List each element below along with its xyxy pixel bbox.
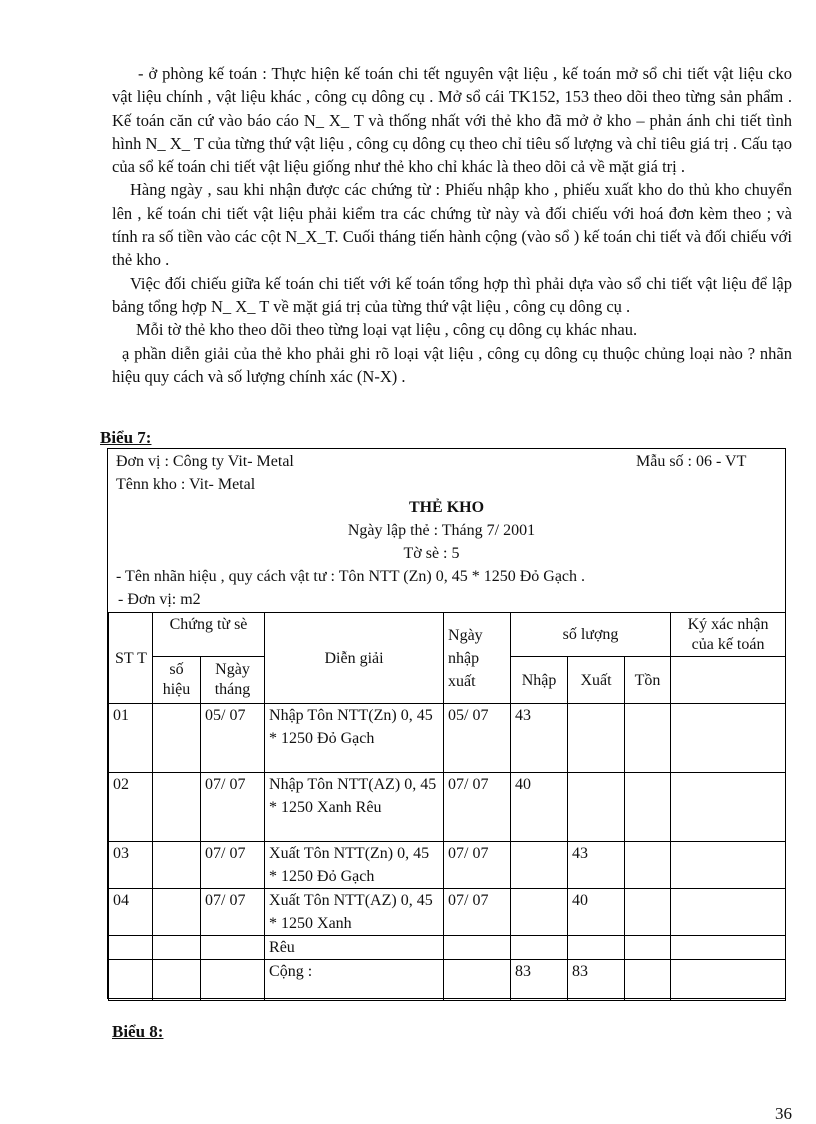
cell-stt: 03 [109,842,153,889]
form-number: Mẫu số : 06 - VT [636,453,747,470]
header-stock: Tồn [625,657,671,704]
header-in: Nhập [511,657,568,704]
header-voucher: Chứng từ sè [153,613,265,657]
header-confirm: Ký xác nhận của kế toán [671,613,786,657]
cell-confirm [671,704,786,773]
page-number: 36 [775,1104,792,1123]
cell-out: 40 [568,889,625,936]
cell-io-date: 07/ 07 [444,842,511,889]
cell-voucher-no [153,842,201,889]
cell-description: Rêu [265,936,444,960]
cell-stock [625,704,671,773]
stock-card-form [107,448,786,999]
cell-description: Xuất Tôn NTT(AZ) 0, 45 * 1250 Xanh [265,889,444,936]
cell-stt: 04 [109,889,153,936]
cell-description: Xuất Tôn NTT(Zn) 0, 45 * 1250 Đỏ Gạch [265,842,444,889]
table-row [109,936,786,960]
cell-voucher-date: 07/ 07 [201,773,265,842]
paragraph-2: Hàng ngày , sau khi nhận được các chứng từ : Phiếu nhập kho , phiếu xuất kho do thủ kho chuyển lên , kế toán chi tiết vật liệu phải kiểm tra các chứng từ này và đối chiếu với hoá đơn kèm theo ; và tính ra số tiền vào các cột N_X_T. Cuối tháng tiến hành cộng (vào sổ ) kế toán chi tiết và đối chiếu với thẻ kho . [112,180,792,270]
header-stt: ST T [109,613,153,704]
cell-io-date: 05/ 07 [444,704,511,773]
table-row [109,773,786,842]
form-title: THẺ KHO [408,499,485,516]
cell-description: Nhập Tôn NTT(Zn) 0, 45 * 1250 Đỏ Gạch [265,704,444,773]
cell-confirm [671,889,786,936]
cell-total-label: Cộng : [265,960,444,1001]
cell-voucher-date: 07/ 07 [201,889,265,936]
form-date: Ngày lập thẻ : Tháng 7/ 2001 [347,522,536,539]
cell-in: 40 [511,773,568,842]
cell-in [511,936,568,960]
form-material: - Tên nhãn hiệu , quy cách vật tư : Tôn NTT (Zn) 0, 45 * 1250 Đỏ Gạch . [116,568,586,585]
cell-voucher-date [201,960,265,1001]
cell-total-in: 83 [511,960,568,1001]
cell-out [568,704,625,773]
cell-out [568,936,625,960]
cell-in [511,889,568,936]
cell-in [511,842,568,889]
cell-stock [625,842,671,889]
stock-ledger-table [108,612,786,1001]
cell-confirm [671,936,786,960]
form-uom: - Đơn vị: m2 [118,591,201,608]
cell-io-date: 07/ 07 [444,773,511,842]
cell-voucher-no [153,960,201,1001]
cell-stt [109,936,153,960]
form-sheet-number: Tờ sè : 5 [403,545,460,562]
cell-out: 43 [568,842,625,889]
table-total-row [109,960,786,1001]
cell-io-date [444,936,511,960]
cell-voucher-date: 05/ 07 [201,704,265,773]
header-io-date: Ngày nhập xuất [444,613,511,704]
table-row [109,842,786,889]
cell-confirm [671,773,786,842]
cell-stock [625,889,671,936]
header-confirm-blank [671,657,786,704]
cell-stock [625,960,671,1001]
form-unit: Đơn vị : Công ty Vit- Metal [116,453,294,470]
cell-stt: 01 [109,704,153,773]
cell-confirm [671,960,786,1001]
header-voucher-no: số hiệu [153,657,201,704]
paragraph-4: Mỗi tờ thẻ kho theo dõi theo từng loại vạt liệu , công cụ dông cụ khác nhau. [136,320,638,340]
cell-total-out: 83 [568,960,625,1001]
cell-voucher-date: 07/ 07 [201,842,265,889]
cell-stock [625,773,671,842]
paragraph-5: ạ phần diễn giải của thẻ kho phải ghi rõ loại vật liệu , công cụ dông cụ thuộc chủng loại nào ? nhãn hiệu quy cách và số lượng chính xác (N-X) . [112,343,792,386]
heading-bieu-8: Biểu 8: [112,1022,164,1041]
cell-voucher-date [201,936,265,960]
header-quantity: số lượng [511,613,671,657]
table-row [109,889,786,936]
cell-io-date [444,960,511,1001]
cell-stt [109,960,153,1001]
heading-bieu-7: Biểu 7: [100,428,152,447]
cell-voucher-no [153,889,201,936]
cell-in: 43 [511,704,568,773]
header-description: Diễn giải [265,613,444,704]
cell-stt: 02 [109,773,153,842]
paragraph-3: Việc đối chiếu giữa kế toán chi tiết với kế toán tổng hợp thì phải dựa vào sổ chi tiết vật liệu để lập bảng tổng hợp N_ X_ T về mặt giá trị của từng thứ vật liệu , công cụ dông cụ . [112,273,792,316]
cell-voucher-no [153,773,201,842]
cell-stock [625,936,671,960]
cell-description: Nhập Tôn NTT(AZ) 0, 45 * 1250 Xanh Rêu [265,773,444,842]
body-text [112,62,792,388]
header-voucher-date: Ngày tháng [201,657,265,704]
cell-out [568,773,625,842]
cell-voucher-no [153,704,201,773]
table-row [109,704,786,773]
paragraph-1: - ở phòng kế toán : Thực hiện kế toán chi tết nguyên vật liệu , kế toán mở sổ chi tiết vật liệu cko vật liệu chính , vật liệu khác , công cụ dông cụ . Mở sổ cái TK152, 153 theo dõi theo từng sản phẩm . Kế toán căn cứ vào báo cáo N_ X_ T và thống nhất với thẻ kho đã mở ở kho – phản ánh chi tiết tình hình N_ X_ T của từng thứ vật liệu , công cụ dông cụ theo chỉ tiêu số lượng và chỉ tiêu giá trị . Cấu tạo của sổ kế toán chi tiết vật liệu giống như thẻ kho chỉ khác là theo dõi cả về mặt giá trị . [112,64,792,177]
cell-confirm [671,842,786,889]
cell-io-date: 07/ 07 [444,889,511,936]
form-warehouse: Tênn kho : Vit- Metal [116,476,256,493]
header-out: Xuất [568,657,625,704]
cell-voucher-no [153,936,201,960]
